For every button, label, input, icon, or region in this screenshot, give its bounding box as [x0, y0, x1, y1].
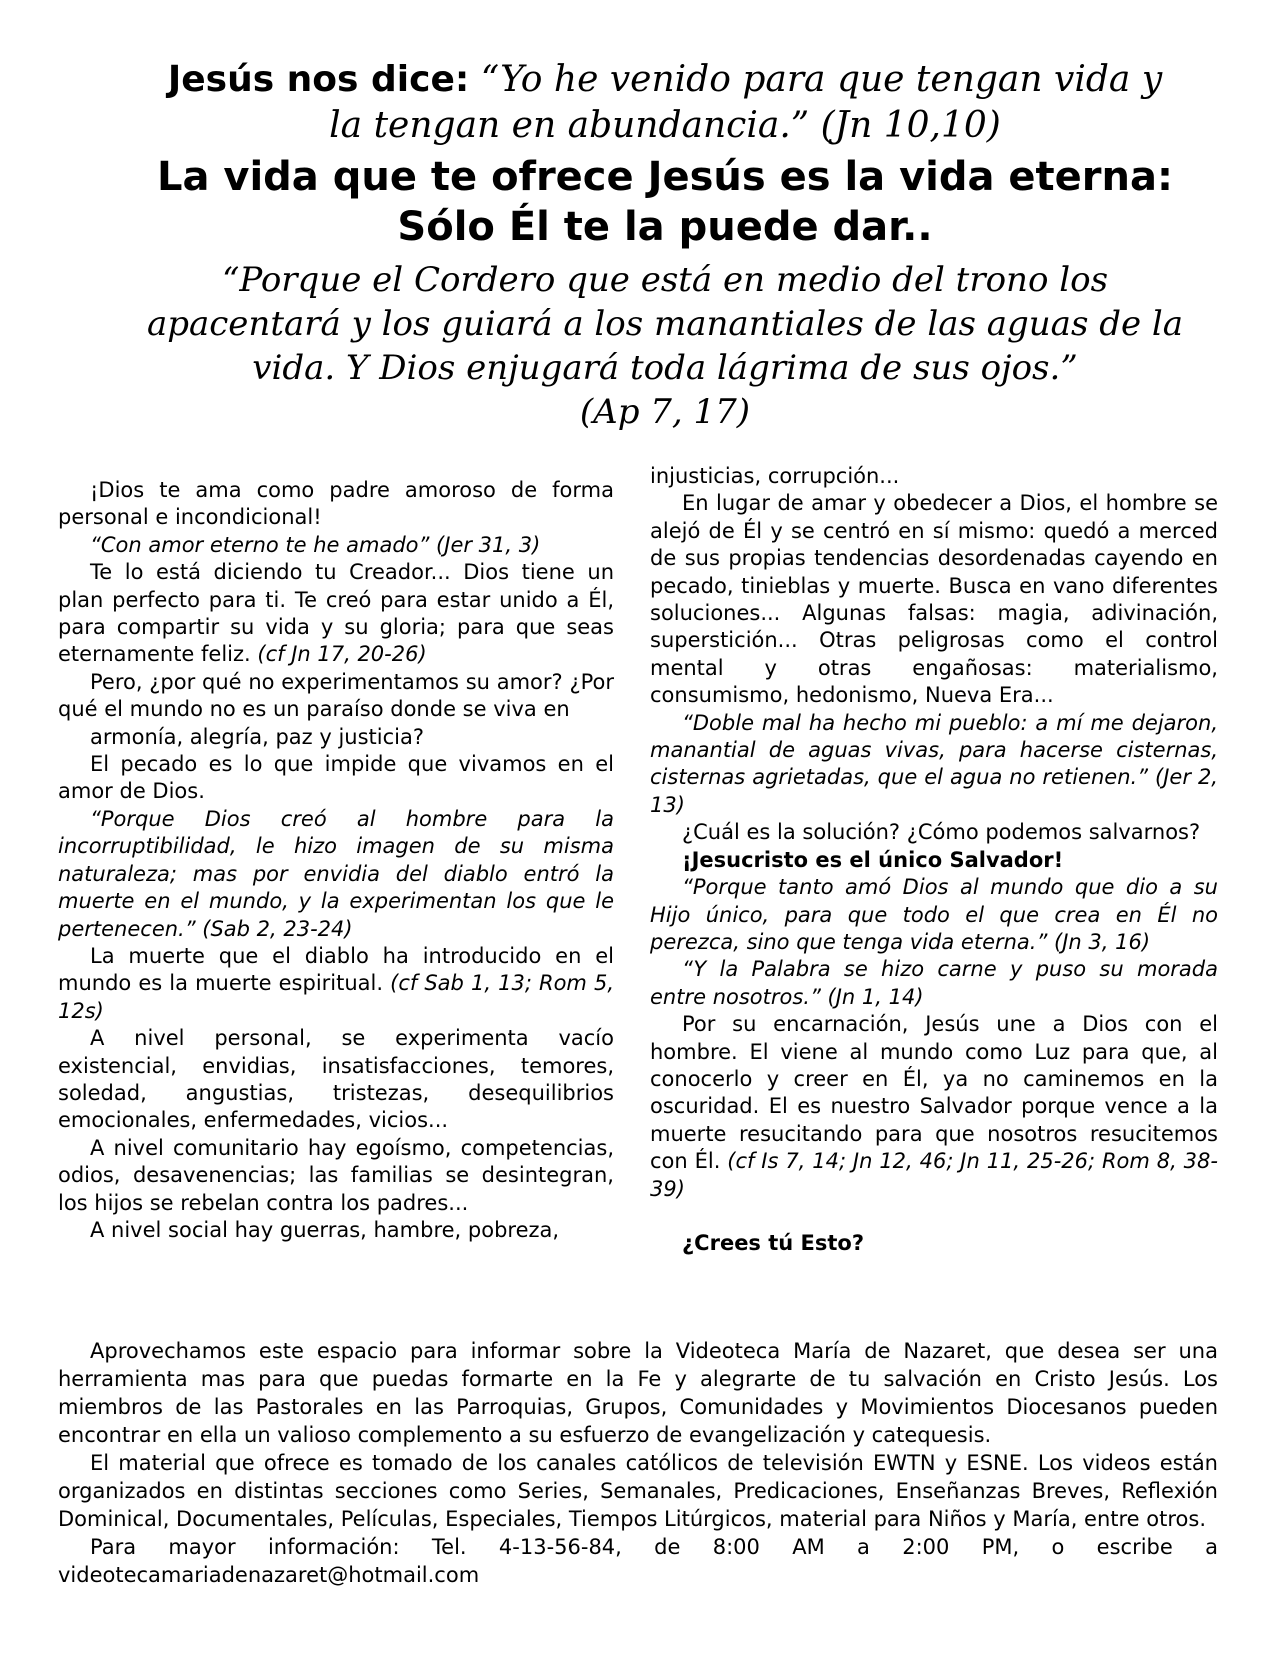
- quote-paragraph: “Con amor eterno te he amado” (Jer 31, 3): [90, 532, 541, 557]
- reference: (cf Is 7, 14; Jn 12, 46; Jn 11, 25-26; Rom 8, 38-39): [650, 1149, 1218, 1201]
- paragraph: ¡Dios te ama como padre amoroso de forma personal e incondicional!: [58, 478, 614, 530]
- paragraph-text: La muerte que el diablo ha introducido en el mundo es la muerte espiritual.: [58, 943, 614, 996]
- footer-paragraph: Aprovechamos este espacio para informar sobre la Videoteca María de Nazaret, que desea ser una herramienta mas para que puedas formarte en la Fe y alegrarte de tu salvación en Cristo Jesús. Los miembros de las Pastorales en las Parroquias, Grupos, Comunidades y Movimientos Diocesanos pueden encontrar en ella un valioso complemento a su esfuerzo de evangelización y catequesis.: [58, 1339, 1218, 1447]
- header-quote-end: la tengan en abundancia.” (Jn 10,10): [329, 105, 1001, 146]
- reference: (cf Sab 1, 13; Rom 5, 12s): [58, 971, 614, 1023]
- quote-paragraph: “Doble mal ha hecho mi pueblo: a mí me dejaron, manantial de aguas vivas, para hacerse cisternas, cisternas agrietadas, que el agua no retienen.” (Jer 2, 13): [650, 710, 1218, 817]
- paragraph: ¿Cuál es la solución? ¿Cómo podemos salvarnos?: [682, 820, 1201, 845]
- quote-paragraph: “Y la Palabra se hizo carne y puso su morada entre nosotros.” (Jn 1, 14): [650, 957, 1218, 1009]
- header-title: La vida que te ofrece Jesús es la vida eterna: Sólo Él te la puede dar..: [156, 154, 1173, 250]
- header-scripture-quote: “Porque el Cordero que está en medio del trono los apacentará y los guiará a los manantiales de las aguas de la vida. Y Dios enjugará toda lágrima de sus ojos.”: [146, 260, 1184, 388]
- right-column: [650, 463, 1218, 1278]
- paragraph: A nivel comunitario hay egoísmo, competencias, odios, desavenencias; las familias se desintegran, los hijos se rebelan contra los padres...: [58, 1135, 614, 1215]
- paragraph-text: Por su encarnación, Jesús une a Dios con el hombre. El viene al mundo como Luz para que, al conocerlo y creer en Él, ya no caminemos en la oscuridad. El es nuestro Salvador porque vence a la muerte resucitando para que nosotros resucitemos con Él.: [650, 1012, 1218, 1174]
- quote-paragraph: “Porque Dios creó al hombre para la incorruptibilidad, le hizo imagen de su misma naturaleza; mas por envidia del diablo entró la muerte en el mundo, y la experimentan los que le pertenecen.” (Sab 2, 23-24): [58, 806, 614, 941]
- closing-question: ¿Crees tú Esto?: [682, 1230, 865, 1255]
- paragraph: A nivel personal, se experimenta vacío existencial, envidias, insatisfacciones, temores, soledad, angustias, tristezas, desequilibrios emocionales, enfermedades, vicios...: [58, 1026, 614, 1133]
- paragraph: Pero, ¿por qué no experimentamos su amor? ¿Por qué el mundo no es un paraíso donde se viva en: [58, 669, 614, 722]
- paragraph: [650, 1011, 1218, 1203]
- bold-statement: ¡Jesucristo es el único Salvador!: [682, 847, 1064, 872]
- paragraph: A nivel social hay guerras, hambre, pobreza,: [90, 1217, 560, 1242]
- paragraph: [58, 559, 614, 669]
- reference: (cf Jn 17, 20-26): [257, 642, 427, 667]
- header-line-1: [110, 58, 1220, 102]
- paragraph: injusticias, corrupción...: [650, 464, 900, 488]
- paragraph-text: Te lo está diciendo tu Creador... Dios tiene un plan perfecto para ti. Te creó para estar unido a Él, para compartir su vida y su gloria; para que seas eternamente feliz.: [58, 560, 614, 667]
- header-intro: Jesús nos dice:: [167, 59, 470, 100]
- paragraph: El pecado es lo que impide que vivamos en el amor de Dios.: [58, 752, 614, 804]
- header-quote-start: “Yo he venido para que tengan vida y: [480, 59, 1163, 100]
- left-column: [58, 477, 614, 1244]
- quote-paragraph: “Porque tanto amó Dios al mundo que dio a su Hijo único, para que todo el que crea en Él no perezca, sino que tenga vida eterna.” (Jn 3, 16): [650, 875, 1218, 954]
- footer-info: [58, 1337, 1218, 1589]
- paragraph: [58, 943, 614, 1025]
- footer-paragraph: El material que ofrece es tomado de los canales católicos de televisión EWTN y ESNE. Los videos están organizados en distintas secciones como Series, Semanales, Predicaciones, Enseñanzas Breves, Reflexión Dominical, Documentales, Películas, Especiales, Tiempos Litúrgicos, material para Niños y María, entre otros.: [58, 1451, 1218, 1531]
- paragraph: En lugar de amar y obedecer a Dios, el hombre se alejó de Él y se centró en sí mismo: quedó a merced de sus propias tendencias desordenadas cayendo en pecado, tinieblas y muerte. Busca en vano diferentes soluciones... Algunas falsas: magia, adivinación, superstición... Otras peligrosas como el control mental y otras engañosas: materialismo, consumismo, hedonismo, Nueva Era...: [650, 491, 1218, 708]
- header: [110, 58, 1220, 434]
- footer-contact: Para mayor información: Tel. 4-13-56-84, de 8:00 AM a 2:00 PM, o escribe a videotecamariadenazaret@hotmail.com: [58, 1535, 1218, 1587]
- paragraph: armonía, alegría, paz y justicia?: [90, 724, 424, 749]
- header-scripture-ref: (Ap 7, 17): [579, 392, 751, 432]
